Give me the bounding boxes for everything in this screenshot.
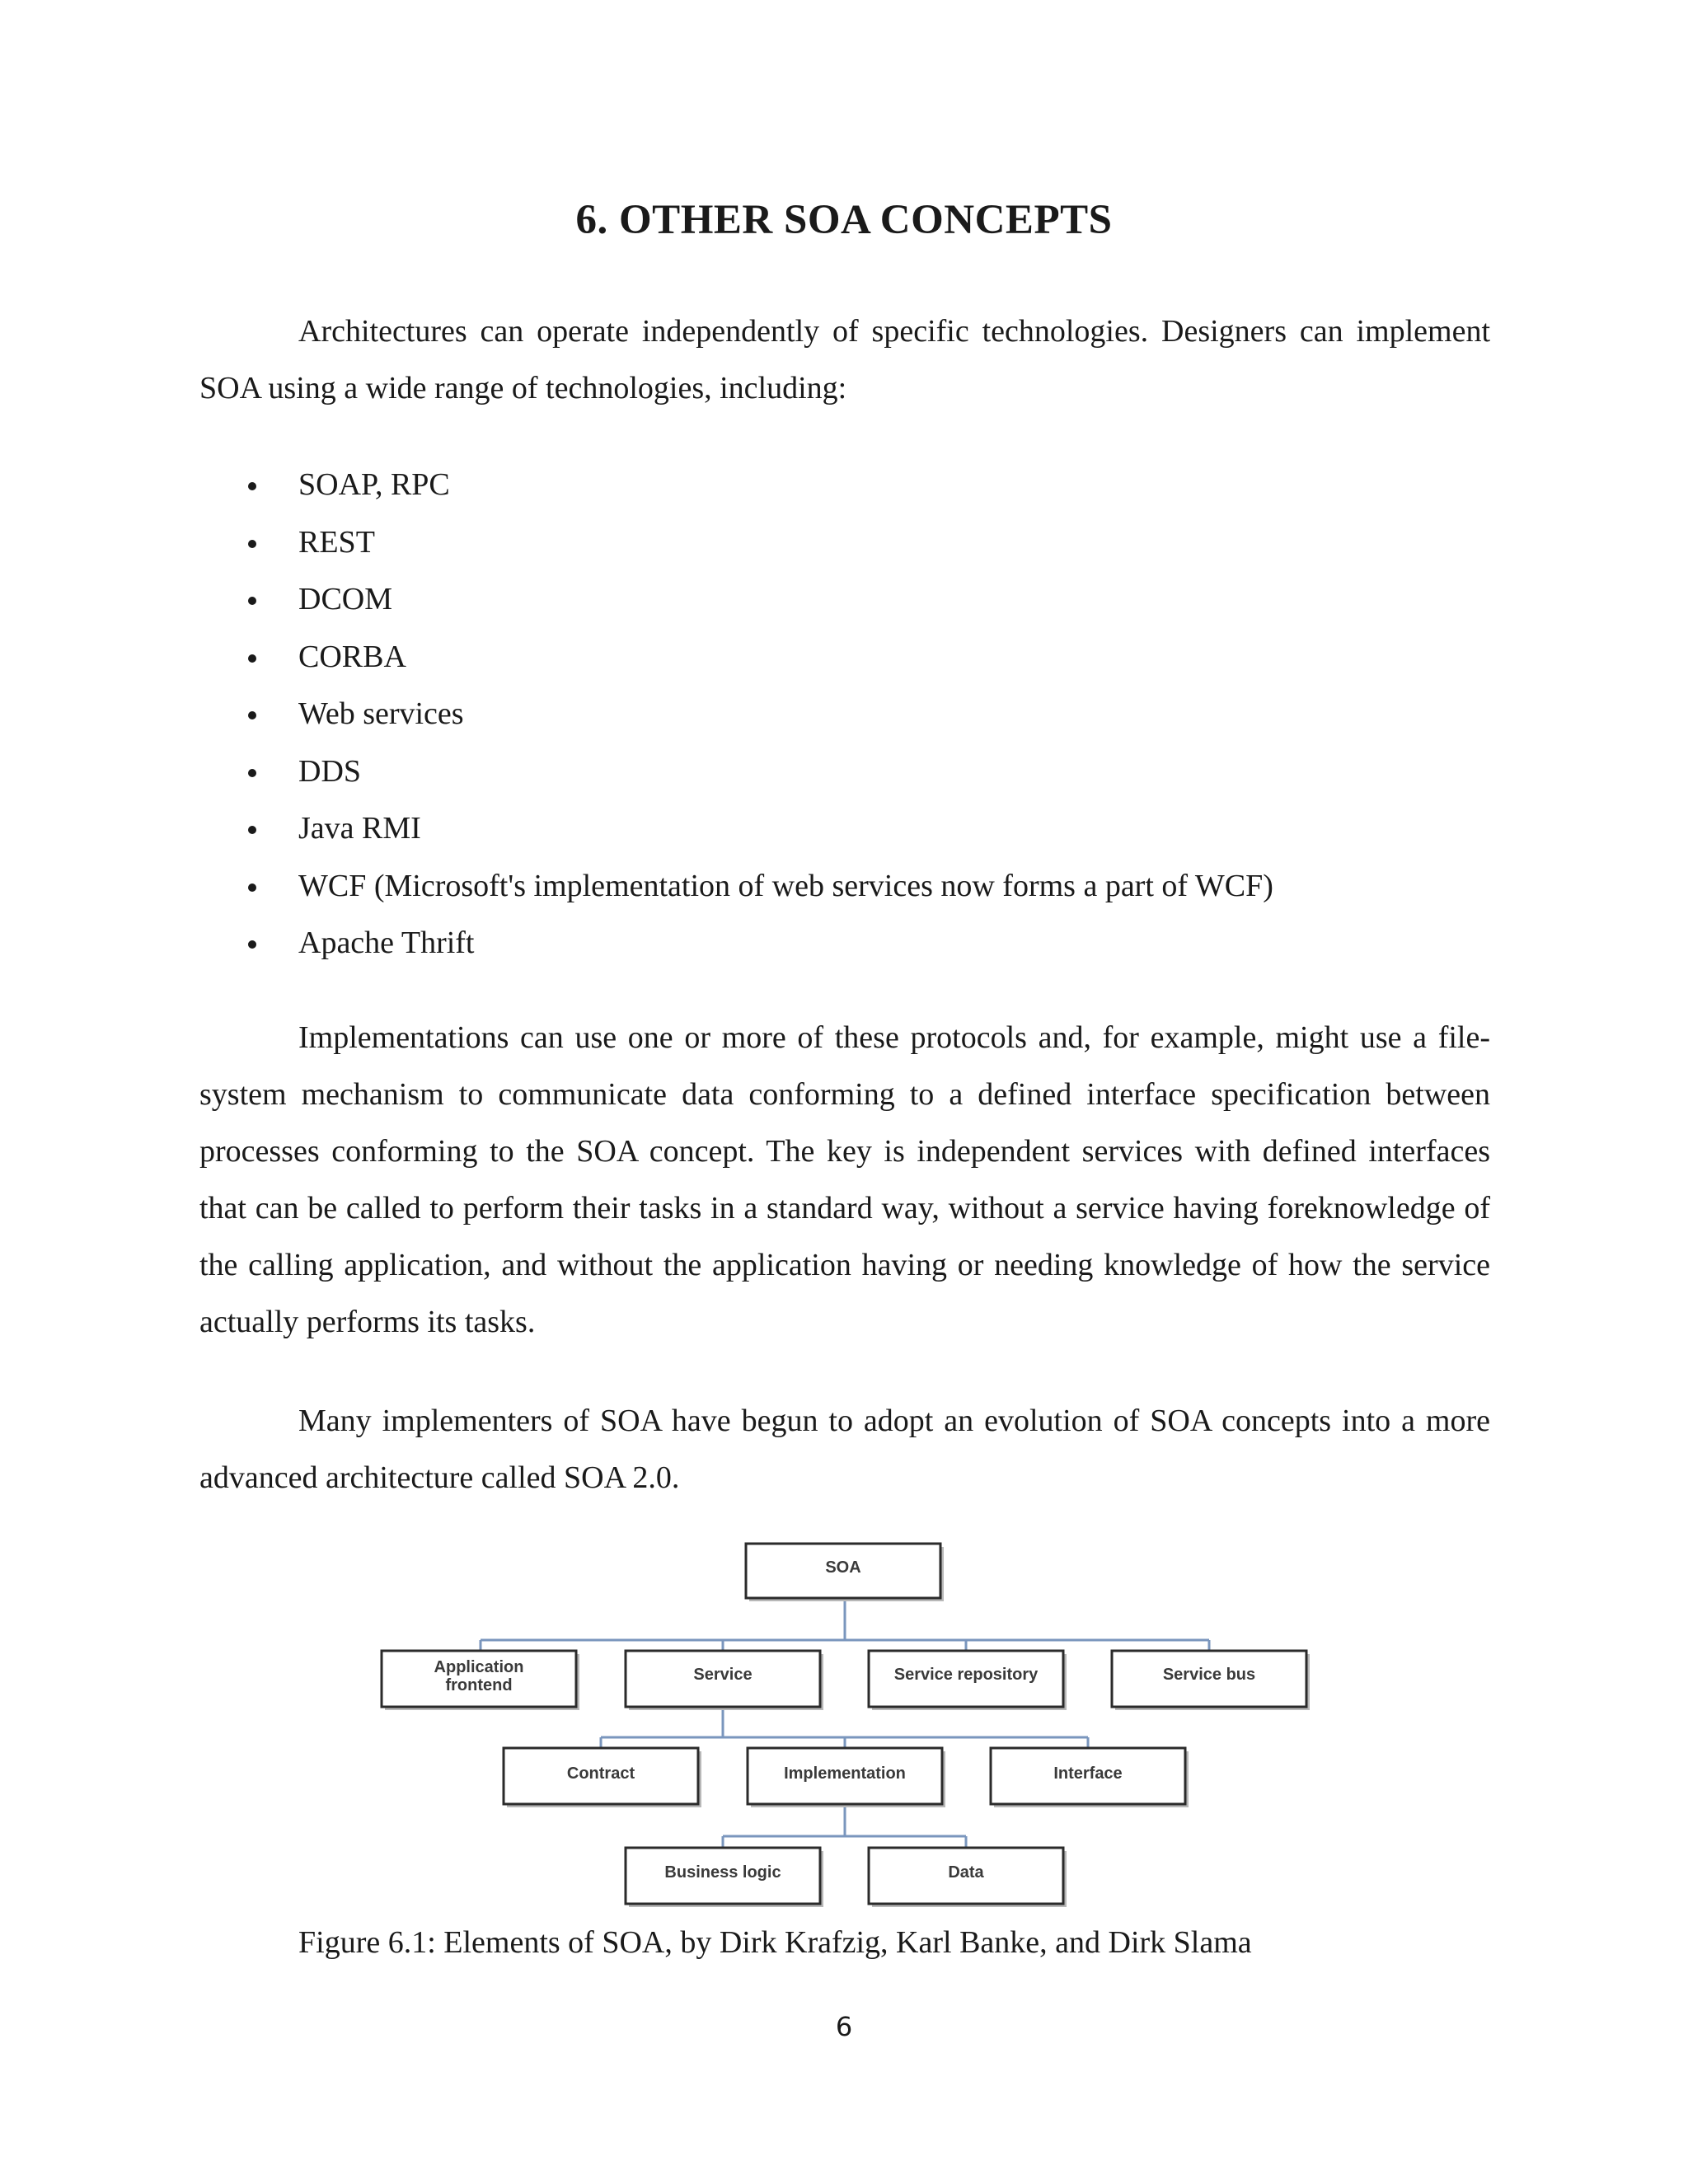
implementation-paragraph-text: Implementations can use one or more of these protocols and, for example, might use a file-system mechanism to communicate data conforming to a defined interface specification between processes conforming to the SOA concept. The key is independent services with defined interfaces that can be called to perform their tasks in a standard way, without a service having foreknowledge of the calling application, and without the application having or needing knowledge of how the service actually performs its tasks.	[199, 1020, 1490, 1339]
bullet-icon	[248, 940, 256, 949]
soa-elements-diagram	[371, 1541, 1319, 1912]
technology-list	[199, 457, 1273, 972]
node-soa	[746, 1544, 944, 1601]
bullet-icon	[248, 540, 256, 548]
bullet-icon	[248, 826, 256, 834]
node-label: Service bus	[1162, 1666, 1256, 1684]
node-application-frontend	[382, 1651, 579, 1710]
node-label-line-1: Application	[434, 1658, 524, 1676]
diagram-connectors	[481, 1597, 1209, 1848]
node-service-bus	[1112, 1651, 1310, 1710]
list-item-text: Java RMI	[298, 811, 421, 846]
soa-diagram-svg	[371, 1541, 1319, 1912]
node-service-repository	[869, 1651, 1067, 1710]
intro-paragraph-text: Architectures can operate independently of specific technologies. Designers can implement SOA using a wide range of technologies, including:	[199, 314, 1490, 405]
node-label-line-2: frontend	[445, 1676, 513, 1694]
list-item	[199, 457, 1273, 514]
bullet-icon	[248, 654, 256, 663]
node-interface	[991, 1748, 1189, 1807]
bullet-icon	[248, 597, 256, 605]
node-label: Data	[948, 1863, 984, 1882]
list-item	[199, 571, 1273, 629]
list-item-text: REST	[298, 524, 375, 560]
bullet-icon	[248, 711, 256, 719]
node-data	[869, 1848, 1067, 1907]
list-item	[199, 629, 1273, 687]
evolution-paragraph-text: Many implementers of SOA have begun to adopt an evolution of SOA concepts into a more advanced architecture called SOA 2.0.	[199, 1404, 1490, 1495]
intro-paragraph	[199, 303, 1490, 417]
list-item-text: DDS	[298, 753, 362, 789]
node-label: Service repository	[893, 1666, 1039, 1684]
list-item	[199, 514, 1273, 572]
node-label: SOA	[825, 1558, 861, 1577]
node-label: Service	[693, 1666, 753, 1684]
list-item-text: CORBA	[298, 639, 406, 674]
list-item-text: WCF (Microsoft's implementation of web services now forms a part of WCF)	[298, 868, 1273, 903]
node-contract	[504, 1748, 701, 1807]
node-business-logic	[626, 1848, 823, 1907]
node-label: Contract	[566, 1765, 635, 1783]
list-item-text: Apache Thrift	[298, 926, 475, 960]
page-number: 6	[835, 2011, 853, 2042]
implementation-paragraph	[199, 1010, 1490, 1351]
bullet-icon	[248, 883, 256, 892]
bullet-icon	[248, 769, 256, 777]
node-implementation	[748, 1748, 945, 1807]
bullet-icon	[248, 482, 256, 490]
evolution-paragraph	[199, 1393, 1490, 1507]
list-item	[199, 686, 1273, 743]
section-heading: 6. OTHER SOA CONCEPTS	[575, 197, 1113, 243]
list-item-text: Web services	[298, 696, 464, 731]
list-item-text: SOAP, RPC	[298, 467, 450, 502]
figure-caption: Figure 6.1: Elements of SOA, by Dirk Krafzig, Karl Banke, and Dirk Slama	[298, 1925, 1252, 1960]
list-item	[199, 915, 1273, 972]
node-label: Implementation	[784, 1765, 906, 1783]
list-item	[199, 858, 1273, 916]
list-item	[199, 800, 1273, 858]
node-label: Interface	[1053, 1765, 1123, 1783]
list-item-text: DCOM	[298, 582, 393, 616]
list-item	[199, 743, 1273, 801]
node-label: Business logic	[664, 1863, 781, 1882]
node-service	[626, 1651, 823, 1710]
